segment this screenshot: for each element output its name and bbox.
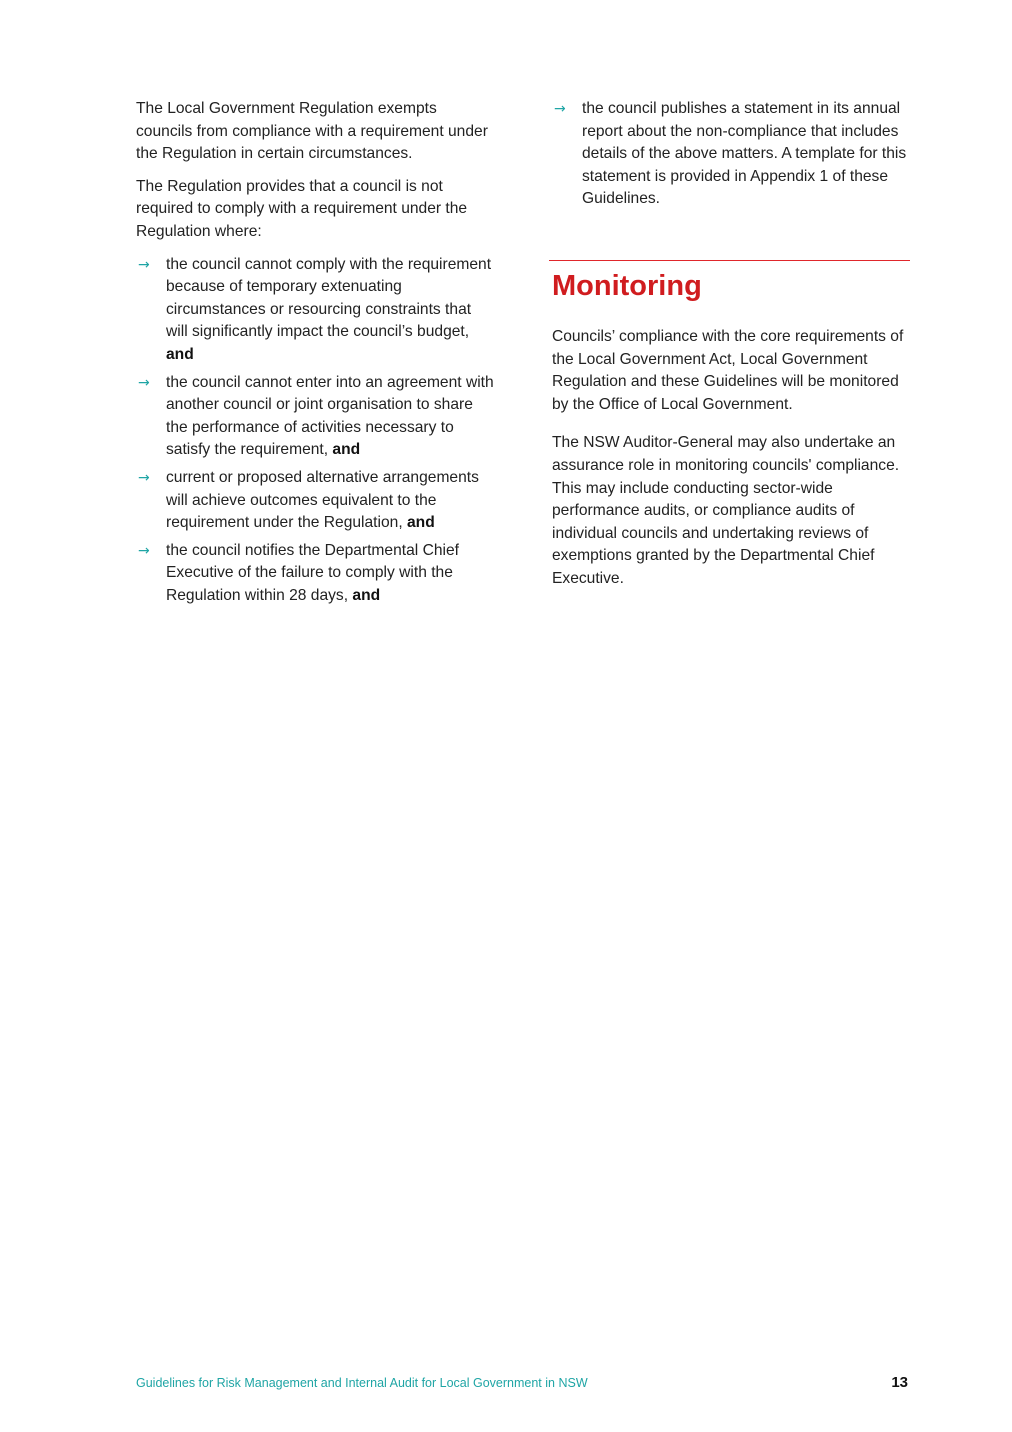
arrow-right-icon: → — [138, 469, 150, 486]
list-item — [136, 254, 496, 367]
arrow-right-icon: → — [138, 256, 150, 273]
monitoring-paragraph-2: The NSW Auditor-General may also undertake an assurance role in monitoring councils' compliance. This may include conducting sector-wide performance audits, or compliance audits of individual councils and undertaking reviews of exemptions granted by the Departmental Chief Executive. — [552, 434, 900, 587]
list-item-conjunction: and — [332, 441, 361, 459]
left-column — [136, 98, 496, 612]
intro-paragraph: The Local Government Regulation exempts councils from compliance with a requirement under the Regulation in certain circumstances. — [136, 100, 488, 163]
regulation-paragraph: The Regulation provides that a council is not required to comply with a requirement under the Regulation where: — [136, 177, 468, 240]
footer-document-title: Guidelines for Risk Management and Internal Audit for Local Government in NSW — [136, 1376, 588, 1390]
section-divider — [549, 260, 910, 261]
section-heading: Monitoring — [552, 270, 702, 302]
arrow-right-icon: → — [554, 101, 566, 117]
list-item-text: the council notifies the Departmental Chief Executive of the failure to comply with the Regulation within 28 days, — [166, 541, 459, 604]
list-item — [136, 540, 496, 608]
arrow-right-icon: → — [138, 374, 150, 391]
list-item-conjunction: and — [352, 586, 381, 604]
monitoring-paragraph-1: Councils’ compliance with the core requirements of the Local Government Act, Local Government Regulation and these Guidelines will be monitored by the Office of Local Government. — [552, 328, 904, 413]
list-item-conjunction: and — [407, 514, 435, 532]
exemption-conditions-list — [136, 254, 496, 608]
list-item — [552, 98, 912, 211]
list-item — [136, 467, 496, 535]
list-item-text: the council cannot enter into an agreement with another council or joint organisation to share the performance of activities necessary to satisfy the requirement, — [166, 373, 494, 459]
right-column — [552, 98, 912, 216]
list-item — [136, 372, 496, 462]
list-item-text: the council cannot comply with the requirement because of temporary extenuating circumstances or resourcing constraints that will significantly impact the council’s budget, — [166, 255, 492, 341]
list-item-text: the council publishes a statement in its annual report about the non-compliance that includes details of the above matters. A template for this statement is provided in Appendix 1 of these Guidelines. — [582, 100, 907, 208]
list-item-conjunction: and — [166, 345, 194, 363]
continued-conditions-list — [552, 98, 912, 211]
monitoring-section-body — [552, 326, 912, 607]
list-item-text: current or proposed alternative arrangements will achieve outcomes equivalent to the requirement under the Regulation, — [166, 468, 479, 532]
page-number: 13 — [891, 1374, 908, 1391]
arrow-right-icon: → — [138, 542, 150, 559]
